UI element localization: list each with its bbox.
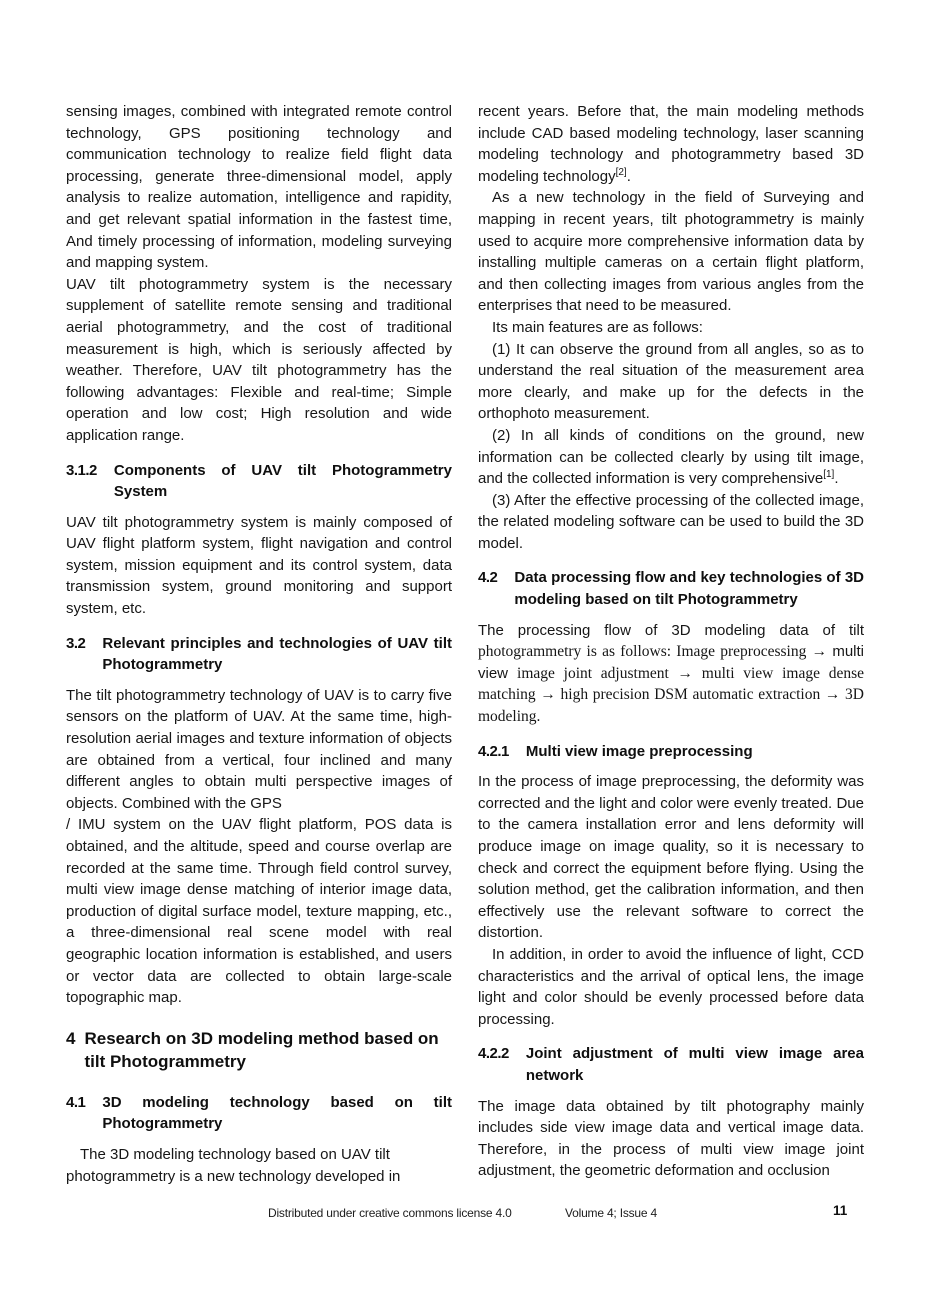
heading-number: 4.2 — [478, 569, 498, 587]
footer-volume-issue: Volume 4; Issue 4 — [565, 1206, 657, 1220]
heading-4-2-2 — [478, 1043, 864, 1086]
paragraph-imu-system: / IMU system on the UAV flight platform, POS data is obtained, and the altitude, speed and course overlap are recorded at the same time. Through field control survey, multi view image dense matching of interior image data, production of digital surface model, texture mapping, etc., a three-dimensional real scene model with real geographic location information is established, and users or vector data are collected to obtain large-scale topographic map. — [66, 816, 452, 1007]
heading-title: Relevant principles and technologies of UAV tilt Photogrammetry — [102, 634, 452, 674]
paragraph-3d-modeling-intro: The 3D modeling technology based on UAV tilt photogrammetry is a new technology developed in — [66, 1145, 401, 1185]
flow-segment: multi view — [478, 643, 864, 682]
flow-segment: image joint adjustment → multi view image dense matching → high precision DSM automatic extraction → 3D modeling. — [478, 664, 865, 726]
paragraph-feature-2 — [478, 425, 864, 490]
right-column — [478, 101, 864, 1182]
heading-title: Components of UAV tilt Photogrammetry System — [113, 461, 452, 501]
paragraph-text: . — [834, 470, 839, 488]
heading-number: 4 — [66, 1028, 76, 1048]
paragraph-processing-flow — [478, 620, 864, 728]
heading-number: 4.1 — [66, 1093, 86, 1111]
paragraph-light-color: In addition, in order to avoid the influence of light, CCD characteristics and the arrival of optical lens, the image light and color should be evenly processed before data processing. — [478, 945, 864, 1028]
heading-3-2 — [66, 633, 452, 676]
paragraph-joint-adjustment: The image data obtained by tilt photography mainly includes side view image data and vertical image data. Therefore, in the process of multi view image joint adjustment, the geometric deformation and occlusion — [478, 1097, 864, 1180]
paragraph-tilt-principles: The tilt photogrammetry technology of UAV is to carry five sensors on the platform of UAV. At the same time, high-resolution aerial images and texture information of objects are obtained from a vertical, four inclined and many different angles to obtain multi perspective images of objects. Combined with the GPS — [66, 686, 452, 812]
heading-number: 3.2 — [66, 634, 86, 652]
heading-title: 3D modeling technology based on tilt Photogrammetry — [102, 1093, 452, 1133]
flow-segment: photogrammetry is as follows: Image preprocessing → — [478, 643, 833, 661]
heading-number: 4.2.1 — [478, 742, 509, 760]
page-footer — [0, 1203, 926, 1227]
heading-title: Multi view image preprocessing — [525, 742, 753, 760]
page-number: 11 — [833, 1203, 848, 1218]
footer-license-text: Distributed under creative commons license 4.0 — [268, 1206, 512, 1220]
heading-title: Research on 3D modeling method based on tilt Photogrammetry — [84, 1028, 439, 1071]
heading-4-2 — [478, 567, 864, 610]
paragraph-features-intro: Its main features are as follows: — [492, 318, 703, 336]
heading-title: Joint adjustment of multi view image area network — [525, 1045, 864, 1084]
citation-1: [1] — [823, 469, 835, 481]
paragraph-modeling-methods — [478, 101, 864, 187]
heading-number: 4.2.2 — [478, 1045, 509, 1063]
paragraph-new-technology: As a new technology in the field of Surveying and mapping in recent years, tilt photogrammetry is mainly used to acquire more comprehensive information data by installing multiple cameras on a certain flight platform, and then collecting images from various angles from the enterprises that need to be measured. — [478, 189, 864, 315]
paragraph-system-components: UAV tilt photogrammetry system is mainly composed of UAV flight platform system, flight navigation and control system, mission equipment and its control system, data transmission system, ground monitoring and support system, etc. — [66, 513, 452, 618]
heading-title: Data processing flow and key technologies of 3D modeling based on tilt Photogrammetry — [514, 569, 864, 609]
heading-4-2-1 — [478, 741, 864, 763]
paragraph-uav-system-supplement: UAV tilt photogrammetry system is the necessary supplement of satellite remote sensing and traditional aerial photogrammetry, and the cost of traditional measurement is high, which is seriously affected by weather. Therefore, UAV tilt photogrammetry has the following advantages: Flexible and real-time; Simple operation and low cost; High resolution and wide application range. — [66, 275, 452, 444]
flow-segment: The processing flow of 3D modeling data of tilt — [478, 621, 864, 639]
paragraph-text: . — [626, 167, 631, 185]
paragraph-feature-1: (1) It can observe the ground from all angles, so as to understand the real situation of the measurement area more clearly, and make up for the defects in the orthophoto measurement. — [478, 340, 864, 423]
paragraph-sensing-images: sensing images, combined with integrated remote control technology, GPS positioning technology and communication technology to realize field flight data processing, generate three-dimensional model, apply analysis to realize automation, intelligence and rapidity, and get relevant spatial information in the fastest time, And timely processing of information, modeling surveying and mapping system. — [66, 103, 452, 272]
paragraph-preprocessing-detail: In the process of image preprocessing, the deformity was corrected and the light and color were evenly treated. Due to the camera installation error and lens deformity will produce image on image quality, so it is necessary to check and correct the equipment before flying. Using the solution method, get the calibration information, and then effectively use the relevant software to correct the distortion. — [478, 773, 864, 942]
heading-4-1 — [66, 1092, 452, 1135]
left-column — [66, 101, 452, 1187]
heading-3-1-2 — [66, 460, 452, 503]
paragraph-text: recent years. Before that, the main modeling methods include CAD based modeling technology, laser scanning modeling technology and photogrammetry based 3D modeling technology — [478, 103, 864, 185]
paragraph-text: (2) In all kinds of conditions on the ground, new information can be collected clearly by using tilt image, and the collected information is very comprehensive — [478, 426, 864, 488]
paragraph-feature-3: (3) After the effective processing of the collected image, the related modeling software can be used to build the 3D model. — [478, 491, 864, 552]
heading-4 — [66, 1027, 452, 1073]
heading-number: 3.1.2 — [66, 461, 97, 479]
citation-2: [2] — [615, 166, 627, 178]
